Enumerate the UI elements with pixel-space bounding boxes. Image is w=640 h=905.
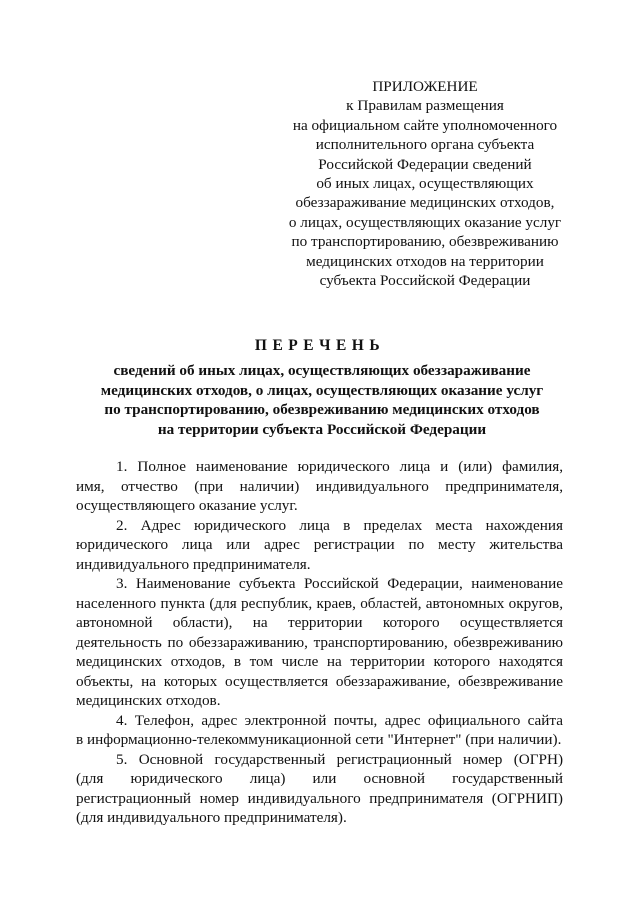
- paragraph-line: индивидуального предпринимателя.: [76, 555, 311, 573]
- list-item-2: [76, 516, 563, 575]
- paragraph-line: в информационно-телекоммуникационной сети "Интернет" (при наличии).: [76, 731, 562, 748]
- paragraph-line: юридического лица или адрес регистрации по месту жительства: [76, 536, 563, 553]
- paragraph-line: 2. Адрес юридического лица в пределах места нахождения: [116, 516, 563, 534]
- list-item-4: [76, 711, 563, 750]
- list-item-5: [76, 750, 563, 828]
- subtitle-line: сведений об иных лицах, осуществляющих обеззараживание: [113, 362, 531, 379]
- paragraph-line: медицинских отходов, в том числе на территории которого находятся: [76, 653, 563, 670]
- paragraph-line: объекты, на которых осуществляется обеззараживание, обезвреживание: [76, 672, 563, 690]
- paragraph-line: медицинских отходов.: [76, 692, 221, 709]
- appendix-line: Российской Федерации сведений: [318, 155, 532, 173]
- appendix-line: о лицах, осуществляющих оказание услуг: [288, 213, 562, 231]
- paragraph-line: населенного пункта (для республик, краев, областей, автономных округов,: [76, 594, 563, 612]
- appendix-line: обеззараживание медицинских отходов,: [295, 194, 555, 212]
- paragraph-line: автономной области), на территории которого осуществляется: [76, 614, 563, 631]
- paragraph-line: имя, отчество (при наличии) индивидуального предпринимателя,: [76, 477, 563, 495]
- subtitle-line: на территории субъекта Российской Федерации: [157, 420, 487, 438]
- list-item-1: [76, 457, 563, 516]
- paragraph-line: 5. Основной государственный регистрационный номер (ОГРН): [116, 750, 563, 768]
- appendix-line: по транспортированию, обезвреживанию: [291, 233, 559, 251]
- appendix-line: субъекта Российской Федерации: [319, 272, 531, 290]
- paragraph-line: 3. Наименование субъекта Российской Федерации, наименование: [116, 575, 563, 592]
- appendix-line: на официальном сайте уполномоченного: [292, 116, 558, 134]
- subtitle-line: по транспортированию, обезвреживанию медицинских отходов: [104, 401, 540, 418]
- paragraph-line: (для юридического лица) или основной государственный: [76, 770, 563, 787]
- paragraph-line: регистрационный номер индивидуального предпринимателя (ОГРНИП): [76, 789, 563, 807]
- paragraph-line: 4. Телефон, адрес электронной почты, адрес официального сайта: [116, 711, 563, 729]
- appendix-line: медицинских отходов на территории: [306, 252, 544, 270]
- document-body: [76, 457, 563, 828]
- list-item-3: [76, 574, 563, 711]
- paragraph-line: 1. Полное наименование юридического лица и (или) фамилия,: [116, 458, 563, 475]
- document-subtitle: [60, 361, 584, 439]
- document-title: ПЕРЕЧЕНЬ: [254, 337, 386, 354]
- appendix-line: исполнительного органа субъекта: [315, 136, 535, 154]
- appendix-line: об иных лицах, осуществляющих: [316, 175, 534, 193]
- subtitle-line: медицинских отходов, о лицах, осуществляющих оказание услуг: [100, 381, 544, 399]
- paragraph-line: (для индивидуального предпринимателя).: [76, 809, 347, 826]
- paragraph-line: деятельность по обеззараживанию, транспортированию, обезвреживанию: [76, 633, 563, 651]
- appendix-header: [275, 77, 575, 290]
- appendix-line: к Правилам размещения: [346, 97, 504, 115]
- paragraph-line: осуществляющего оказание услуг.: [76, 497, 298, 514]
- appendix-line: ПРИЛОЖЕНИЕ: [372, 78, 478, 95]
